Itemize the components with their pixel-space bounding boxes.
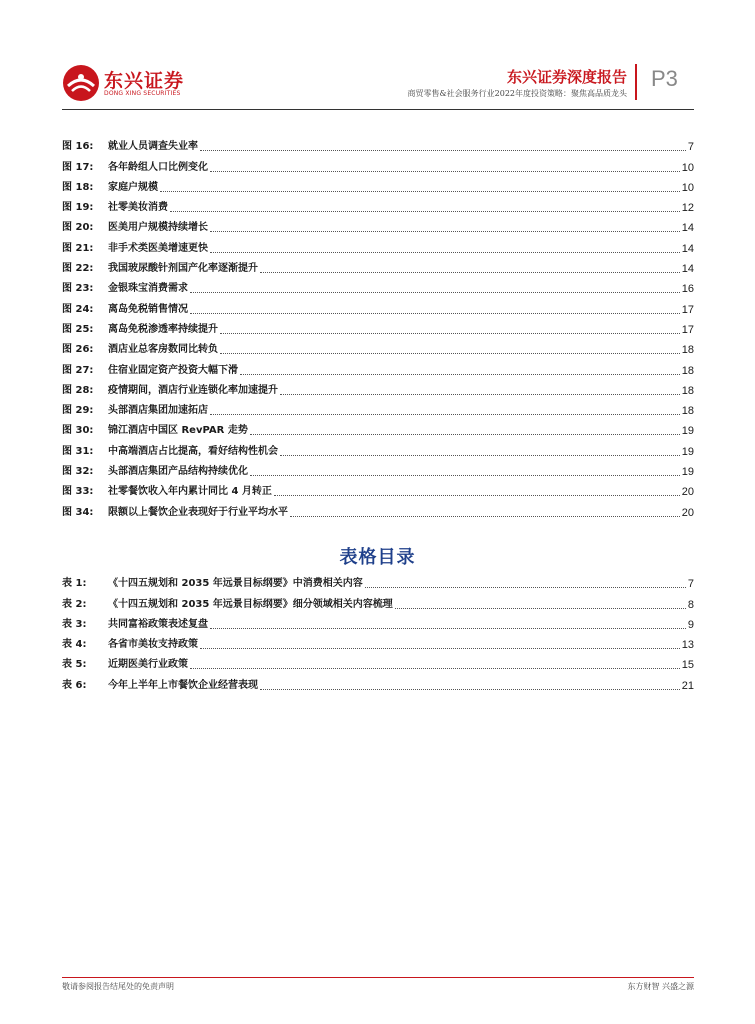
figure-entry[interactable]	[62, 235, 694, 255]
figure-entry-title: 我国玻尿酸针剂国产化率逐渐提升	[108, 263, 258, 275]
figure-entry-label: 图 23:	[62, 283, 94, 295]
figure-entry-page: 10	[681, 161, 694, 174]
figure-entry[interactable]	[62, 438, 694, 458]
table-entry-page: 21	[681, 679, 694, 692]
figure-entry-label: 图 33:	[62, 486, 94, 498]
figure-entry-page: 19	[681, 445, 694, 458]
table-list	[62, 571, 694, 693]
figure-entry-label: 图 34:	[62, 506, 94, 518]
figure-entry-page: 19	[681, 466, 694, 479]
figure-entry-title: 家庭户规模	[108, 181, 158, 193]
figure-entry-title: 中高端酒店占比提高，看好结构性机会	[108, 445, 278, 457]
table-entry-leader	[365, 586, 686, 588]
figure-entry[interactable]	[62, 256, 694, 276]
figure-entry-page: 14	[681, 222, 694, 235]
figure-entry-leader	[290, 515, 680, 517]
figure-entry-leader	[260, 271, 680, 273]
figure-entry[interactable]	[62, 398, 694, 418]
figure-entry-title: 限额以上餐饮企业表现好于行业平均水平	[108, 506, 288, 518]
table-entry-leader	[190, 667, 680, 669]
figure-entry-label: 图 28:	[62, 384, 94, 396]
figure-entry-label: 图 22:	[62, 263, 94, 275]
figure-entry-page: 20	[681, 506, 694, 519]
figure-entry-title: 社零美妆消费	[108, 202, 168, 214]
figure-entry[interactable]	[62, 134, 694, 154]
table-entry-leader	[210, 627, 686, 629]
figure-entry[interactable]	[62, 459, 694, 479]
table-entry[interactable]	[62, 612, 694, 632]
footer-slogan: 东方财智 兴盛之源	[627, 982, 694, 991]
company-logo	[62, 64, 202, 102]
figure-entry-page: 20	[681, 486, 694, 499]
table-entry-title: 今年上半年上市餐饮企业经营表现	[108, 679, 258, 691]
figure-entry-title: 锦江酒店中国区 RevPAR 走势	[108, 425, 248, 437]
figure-entry-label: 图 26:	[62, 344, 94, 356]
table-entry[interactable]	[62, 652, 694, 672]
figure-entry[interactable]	[62, 499, 694, 519]
table-entry[interactable]	[62, 591, 694, 611]
table-entry-label: 表 2:	[62, 598, 87, 610]
figure-entry-label: 图 16:	[62, 141, 94, 153]
figure-entry[interactable]	[62, 296, 694, 316]
figure-entry-leader	[250, 433, 680, 435]
figure-entry-page: 7	[687, 141, 694, 154]
figure-entry-title: 离岛免税渗透率持续提升	[108, 323, 218, 335]
figure-entry-leader	[170, 210, 680, 212]
figure-entry-leader	[280, 393, 680, 395]
table-entry[interactable]	[62, 632, 694, 652]
figure-entry-title: 疫情期间，酒店行业连锁化率加速提升	[108, 384, 278, 396]
figure-entry-title: 酒店业总客房数同比转负	[108, 344, 218, 356]
figure-entry-leader	[240, 373, 680, 375]
figure-entry-page: 16	[681, 283, 694, 296]
figure-entry[interactable]	[62, 154, 694, 174]
table-entry-title: 《十四五规划和 2035 年远景目标纲要》细分领域相关内容梳理	[108, 598, 393, 610]
report-subtitle: 商贸零售&社会服务行业2022年度投资策略：聚焦高品质龙头	[407, 89, 627, 98]
figure-entry-page: 10	[681, 181, 694, 194]
table-entry-page: 9	[687, 618, 694, 631]
footer-rule	[62, 977, 694, 978]
figure-entry-leader	[250, 474, 680, 476]
figure-entry[interactable]	[62, 357, 694, 377]
table-entry-label: 表 6:	[62, 679, 87, 691]
table-entry-label: 表 1:	[62, 578, 87, 590]
figure-entry-page: 12	[681, 202, 694, 215]
figure-entry-page: 19	[681, 425, 694, 438]
figure-entry[interactable]	[62, 337, 694, 357]
figure-entry-leader	[210, 413, 680, 415]
figure-entry-page: 17	[681, 303, 694, 316]
figure-entry-leader	[190, 291, 680, 293]
report-title: 东兴证券深度报告	[506, 68, 627, 86]
figure-entry-title: 离岛免税销售情况	[108, 303, 188, 315]
figure-entry-title: 头部酒店集团加速拓店	[108, 405, 208, 417]
figure-entry-label: 图 17:	[62, 161, 94, 173]
figure-entry-page: 14	[681, 263, 694, 276]
figure-entry-label: 图 31:	[62, 445, 94, 457]
logo-chinese-name: 东兴证券	[104, 70, 185, 92]
figure-entry-leader	[220, 352, 680, 354]
figure-entry-page: 18	[681, 344, 694, 357]
table-entry-page: 15	[681, 659, 694, 672]
table-entry-leader	[200, 647, 680, 649]
table-entry-leader	[395, 607, 686, 609]
figure-entry-leader	[220, 332, 680, 334]
figure-entry[interactable]	[62, 195, 694, 215]
header-rule	[62, 109, 694, 110]
figure-entry-title: 就业人员调查失业率	[108, 141, 198, 153]
figure-entry-page: 18	[681, 384, 694, 397]
table-entry-page: 8	[687, 598, 694, 611]
header-divider	[635, 64, 637, 100]
figure-entry-title: 住宿业固定资产投资大幅下滑	[108, 364, 238, 376]
figure-entry-title: 非手术类医美增速更快	[108, 242, 208, 254]
figure-entry-label: 图 27:	[62, 364, 94, 376]
figure-entry-leader	[190, 312, 680, 314]
figure-entry-label: 图 25:	[62, 323, 94, 335]
table-entry-page: 7	[687, 578, 694, 591]
figure-entry-page: 18	[681, 405, 694, 418]
table-entry-label: 表 3:	[62, 618, 87, 630]
page-number: P3	[651, 66, 678, 91]
figure-entry-page: 17	[681, 323, 694, 336]
table-entry-label: 表 5:	[62, 659, 87, 671]
table-entry-page: 13	[681, 639, 694, 652]
table-entry-title: 近期医美行业政策	[108, 659, 188, 671]
figure-entry-page: 14	[681, 242, 694, 255]
figure-entry-label: 图 24:	[62, 303, 94, 315]
figure-entry-title: 医美用户规模持续增长	[108, 222, 208, 234]
figure-entry[interactable]	[62, 175, 694, 195]
figure-entry-leader	[200, 149, 686, 151]
logo-mark-icon	[62, 64, 100, 102]
figure-entry-leader	[210, 230, 680, 232]
table-entry[interactable]	[62, 672, 694, 692]
figure-entry-label: 图 32:	[62, 466, 94, 478]
figure-entry[interactable]	[62, 418, 694, 438]
figure-entry[interactable]	[62, 479, 694, 499]
figure-entry[interactable]	[62, 276, 694, 296]
figure-entry-title: 金银珠宝消费需求	[108, 283, 188, 295]
figure-entry[interactable]	[62, 215, 694, 235]
page-header	[0, 0, 755, 110]
figure-entry-label: 图 21:	[62, 242, 94, 254]
footer-disclaimer: 敬请参阅报告结尾处的免责声明	[62, 982, 174, 991]
figure-entry-leader	[210, 170, 680, 172]
table-entry-leader	[260, 688, 680, 690]
figure-entry-title: 各年龄组人口比例变化	[108, 161, 208, 173]
tables-section-title: 表格目录	[339, 547, 416, 568]
figure-entry-title: 社零餐饮收入年内累计同比 4 月转正	[108, 486, 272, 498]
table-entry-label: 表 4:	[62, 639, 87, 651]
figure-entry-leader	[160, 190, 680, 192]
figure-entry-leader	[210, 251, 680, 253]
figure-entry-label: 图 29:	[62, 405, 94, 417]
figure-entry[interactable]	[62, 378, 694, 398]
table-entry[interactable]	[62, 571, 694, 591]
figure-entry-leader	[274, 494, 680, 496]
figure-entry-leader	[280, 454, 680, 456]
figure-entry-label: 图 30:	[62, 425, 94, 437]
table-entry-title: 《十四五规划和 2035 年远景目标纲要》中消费相关内容	[108, 578, 363, 590]
figure-entry-page: 18	[681, 364, 694, 377]
figure-entry-label: 图 19:	[62, 202, 94, 214]
figure-entry-label: 图 20:	[62, 222, 94, 234]
table-entry-title: 各省市美妆支持政策	[108, 639, 198, 651]
figure-entry-title: 头部酒店集团产品结构持续优化	[108, 466, 248, 478]
logo-english-name: DONG XING SECURITIES	[104, 90, 181, 97]
figure-list	[62, 134, 694, 520]
table-entry-title: 共同富裕政策表述复盘	[108, 618, 208, 630]
figure-entry[interactable]	[62, 317, 694, 337]
figure-entry-label: 图 18:	[62, 181, 94, 193]
